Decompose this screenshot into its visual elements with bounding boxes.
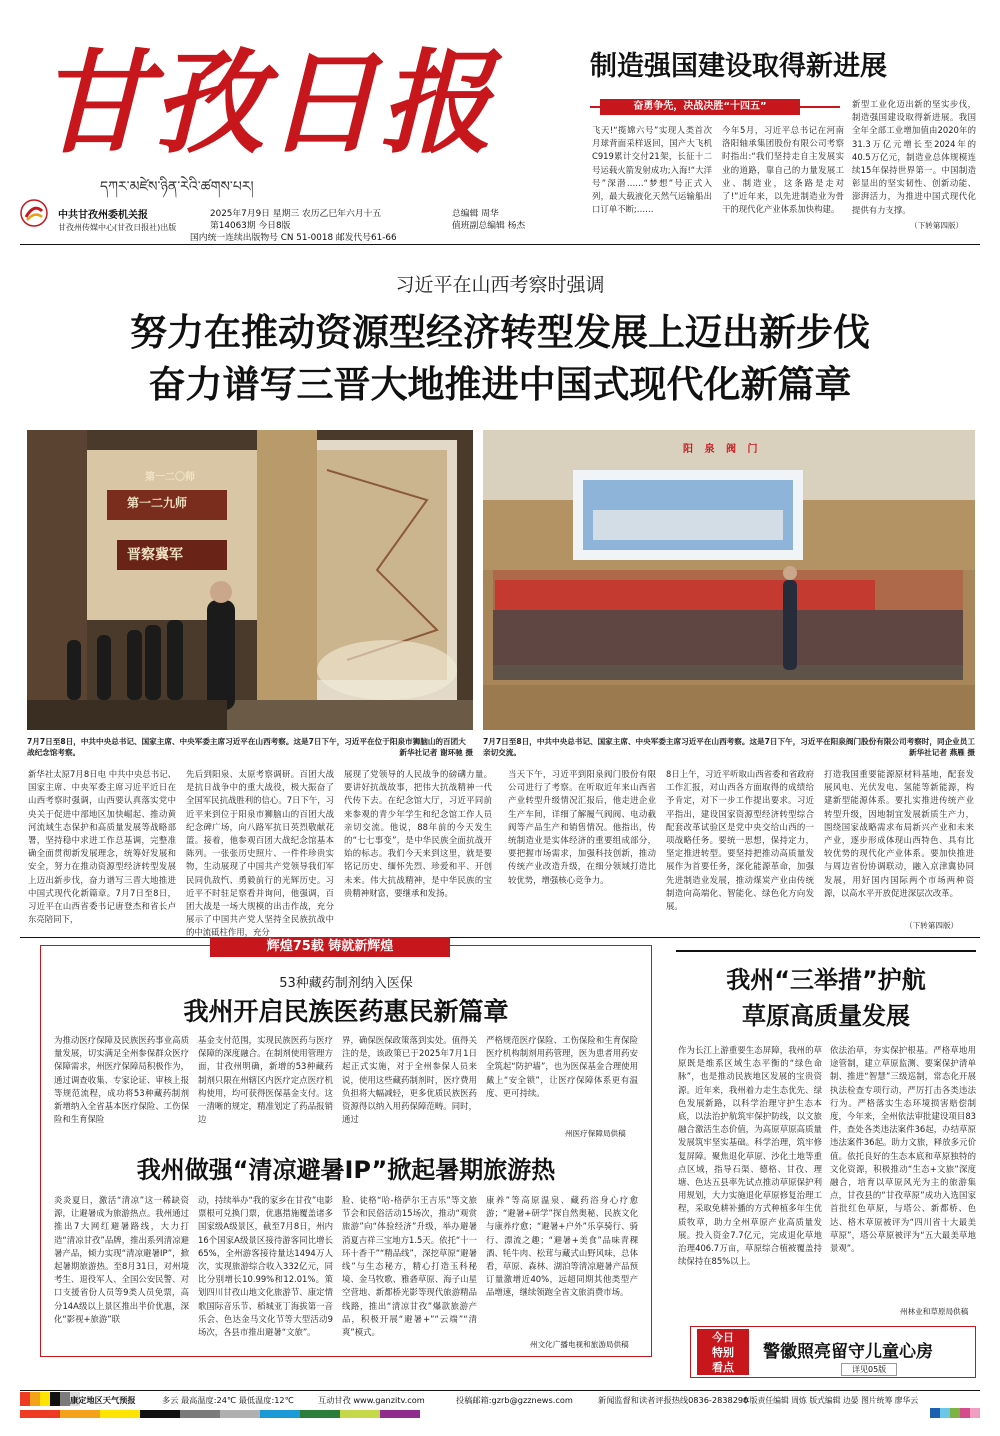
lead-col-5: 8日上午，习近平听取山西省委和省政府工作汇报，对山西各方面取得的成绩给予肯定，对下一步工作提出要求。习近平指出，建设国家资源型经济转型综合配套改革试验区是党中央交给山西的一项战略任务。要统一思想，保持定力，坚定推进转型。要坚持把推动高质量发展作为首要任务，深化能源革命，加强先进制造业发展，推动煤炭产业由传统制造向高端化、智能化、绿色化方向发展。 xyxy=(666,769,814,912)
issue-line: 第14063期 今日8版 xyxy=(210,221,291,231)
publisher-emblem xyxy=(20,199,48,227)
feature2-credit: 州文化广播电视和旅游局供稿 xyxy=(530,1340,629,1349)
footer-weather: 多云 最高温度:24℃ 最低温度:12℃ xyxy=(162,1395,294,1405)
lead-headline-1: 努力在推动资源型经济转型发展上迈出新步伐 xyxy=(130,311,870,354)
duty-editor: 值班副总编辑 杨杰 xyxy=(452,221,526,231)
lead-kicker: 习近平在山西考察时强调 xyxy=(395,274,605,296)
lead-caption-2-text: 7月7日至8日，中共中央总书记、国家主席、中央军委主席习近平在山西考察。这是7日下午，习近平在阳泉阀门股份有限公司考察时，同企业员工亲切交流。 xyxy=(483,737,975,757)
feature2-col-1: 炎炎夏日，激活“清凉”这一稀缺资源，让避暑成为旅游热点。我州通过推出7大网红避暑路线，大力打造“清凉甘孜”品牌，推出系列清凉避暑产品，倾力实现“清凉避暑IP”，掀起暑期旅游热。至8月31日，对州境考生、退役军人、全国公安民警、对口支援省份人员等9类人员免票，高分14A级以上景区推出半价优惠，深化“影视+旅游”联 xyxy=(54,1195,189,1324)
feature2-col-2: 动，持续举办“我的家乡在甘孜”电影票根可兑换门票，优惠措施覆盖诸多国家级A级景区，截至7月8日，州内16个国家A级景区接待游客同比增长65%，全州游客接待量达1494万人次，实现旅游综合收入332亿元，同比分别增长10.99%和12.01%。策划四川甘孜山地文化旅游节、康定情歌国际音乐节、稻城亚丁海拔第一音乐会、色达金马文化节等大型活动9场次，各县市推出避暑“文旅”。 xyxy=(198,1195,333,1338)
color-swatch xyxy=(260,1410,300,1418)
color-swatch xyxy=(180,1410,220,1418)
top-right-banner: 奋勇争先，决战决胜“十四五” xyxy=(600,99,800,115)
color-swatch xyxy=(40,1392,50,1406)
color-swatch xyxy=(100,1410,140,1418)
top-right-col3: 新型工业化迈出新的坚实步伐，制造强国建设取得新进展。我国全年全部工业增加值由2020年的31.3万亿元增长至2024年的40.5万亿元，制造业总体规模连续15年保持世界第一。中国制造彰显出的坚实韧性、创新动能、澎湃活力，为推进中国式现代化提供有力支撑。 xyxy=(852,99,976,215)
cn-line: 国内统一连续出版物号 CN 51-0018 邮发代号61-66 xyxy=(190,233,397,243)
feature-banner: 辉煌75载 铸就新辉煌 xyxy=(210,937,450,957)
color-swatch xyxy=(220,1410,260,1418)
right-feature-col-1: 作为长江上游重要生态屏障，我州的草原既是维系区域生态平衡的“绿色命脉”，也是推动民族地区发展的宝贵资源。近年来，我州着力走生态优先、绿色发展新路，以科学治理守护生态本底，以法治护航筑牢保护防线，以文旅融合激活生态价值，为高原草原高质量发展筑牢坚实基础。科学治理，筑牢修复屏障。聚焦退化草原、沙化土地等重点区域，指导石渠、德格、甘孜、理塘、色达五县率先试点推动草原保护利用规划，大力实施退化草原修复治理工程，采取免耕补播的方式种植多年生优质牧草，助力全州草原产业高质量发展。投入资金7.7亿元，完成退化草地治理406.7万亩，草原综合植被覆盖持续保持在85%以上。 xyxy=(678,1045,822,1267)
feature2-col-3: 脸、徒格“哈-格萨尔王吉乐”等文旅节会和民俗活动15场次，推动“观赏旅游”向“体验经济”升级，举办避暑消夏吉祥三宝地方1.5天。依托“十一环十香千”“精品线”，深挖草原“避暑线”与生态秘方，精心打造玉科秘境、金马牧歌、雅砻草原、海子山星空营地、新都桥光影等现代旅游精品线路，推出“清凉甘孜”爆款旅游产品，积极开展“避暑+”“云端”“清爽”模式。 xyxy=(342,1195,477,1338)
lead-credit-1: 新华社记者 谢环驰 摄 xyxy=(399,748,473,757)
lead-col-2: 先后到阳泉、太原考察调研。百团大战是抗日战争中的重大战役，极大振奋了全国军民抗战胜利的信心。7日下午，习近平来到位于阳泉市狮脑山的百团大战纪念碑广场，向八路军抗日英烈敬献花篮。接着，他参观百团大战纪念馆基本陈列。一张张历史照片、一件件珍贵实物，生动展现了中国共产党领导我们军民同仇敌忾、勇毅前行的光辉历史。习近平不时驻足察看并询问，他强调，百团大战是一场大规模的出击作战，充分展示了中国共产党人坚持全民族抗战中的中流砥柱作用，充分 xyxy=(186,769,334,938)
feature-col-2: 基金支付范围，实现民族医药与医疗保障的深度融合。在制剂使用管理方面，甘孜州明确，新增的53种藏药制剂只限在州辖区内医疗定点医疗机构使用，均可获得医保基金支付。这一清晰的规定，精准划定了药品报销边 xyxy=(198,1035,333,1125)
masthead-divider xyxy=(20,244,980,245)
top-right-turn: （下转第四版） xyxy=(910,221,964,230)
promo-tag xyxy=(697,1329,749,1375)
promo-page-ref: 详见05版 xyxy=(841,1363,897,1376)
feature-headline: 我州开启民族医药惠民新篇章 xyxy=(183,997,509,1026)
color-swatch xyxy=(30,1392,40,1406)
color-swatch xyxy=(340,1410,380,1418)
color-swatch xyxy=(960,1408,970,1418)
lead-col-3: 展现了党领导的人民战争的磅礴力量。要讲好抗战故事，把伟大抗战精神一代代传下去。在纪念馆大厅，习近平同前来参观的青少年学生和纪念馆工作人员亲切交流。他说，88年前的今天发生的“七七事变”，是中华民族全面抗战开始的标志。我们今天来到这里，就是要铭记历史、缅怀先烈、珍爱和平、开创未来。伟大抗战精神，是中华民族的宝贵精神财富，要继承和发扬。 xyxy=(344,769,492,898)
color-swatch xyxy=(60,1410,100,1418)
footer-rule xyxy=(20,1390,980,1391)
lead-caption-1 xyxy=(27,736,473,760)
right-feature-credit: 州林业和草原局供稿 xyxy=(900,1307,969,1316)
publisher-line1: 中共甘孜州委机关报 xyxy=(58,210,148,221)
lead-turn: （下转第四版） xyxy=(905,921,959,930)
top-right-col1: 飞天!“揽嫦六号”实现人类首次月球背面采样返回，国产大飞机C919累计交付21架，长征十二号运载火箭发射成功;入海!“大洋号”深潜……“梦想”号正式入列，最大载液化天然气运输船出口订单不断;…… xyxy=(592,125,712,215)
feature-col-4: 严格规范医疗保险、工伤保险和生育保险医疗机构制剂用药管理，医为患者用药安全筑起“防护墙”，也为医保基金合理使用戴上“安全锁”，让医疗保障体系更有温度、更可持续。 xyxy=(486,1035,638,1098)
lead-credit-2: 新华社记者 燕雁 摄 xyxy=(908,748,975,757)
color-swatch xyxy=(20,1392,30,1406)
feature-headline-2: 我州做强“清凉避暑IP”掀起暑期旅游热 xyxy=(136,1156,556,1184)
lead-col-6: 打造我国重要能源原材料基地，配套发展风电、光伏发电、氢能等新能源，构建新型能源体系。要扎实推进传统产业转型升级，因地制宜发展新质生产力，围绕国家战略需求布局新兴产业和未来产业，逐步形成体现山西特色、具有比较优势的现代化产业体系。要加快推进与周边省份协调联动，融入京津冀协同发展，用好国内国际两个市场两种资源，以高水平开放促进深层次改革。 xyxy=(824,769,974,898)
feature-credit: 州医疗保障局供稿 xyxy=(565,1129,626,1138)
color-swatch xyxy=(380,1410,420,1418)
right-feature-col-2: 依法治草，夯实保护根基。严格草地用途管制，建立草原监测、要案保护清单制、推进“智慧”三级巡制，常态化开展执法检查专项行动，严厉打击各类违法行为。严格落实生态环境损害赔偿制度，今年来，全州依法审批建设项目83件，查处各类违法案件36起，办结草原违法案件36起。助力文旅，释放多元价值。依托良好的生态本底和草原独特的文化资源，积极推动“生态+文旅”深度融合，培育以草原风光为主的旅游集点，甘孜县的“甘孜草原”成功入选国家首批红色草原，与塔公、新都桥、色达、格木草原被评为“四川省十大最美草原”，塔公草原被评为“五大最美草地景观”。 xyxy=(830,1045,976,1254)
lead-col-1: 新华社太原7月8日电 中共中央总书记、国家主席、中央军委主席习近平近日在山西考察时强调，山西要认真落实党中央关于促进中部地区加快崛起、推动黄河流域生态保护和高质量发展等战略部署，坚持稳中求进工作总基调，完整准确全面贯彻新发展理念，统筹好发展和安全，努力在推动资源型经济转型发展上迈出新步伐，奋力谱写三晋大地推进中国式现代化新篇章。7月7日至8日，习近平在山西省委书记唐登杰和省长卢东亮陪同下， xyxy=(28,769,176,925)
footer-weather-title: 康定地区天气预报 xyxy=(70,1395,136,1405)
masthead-tibetan: དཀར་མཛེས་ཉིན་རེའི་ཚགས་པར། xyxy=(100,179,254,195)
top-right-col2: 今年5月，习近平总书记在河南洛阳轴承集团股份有限公司考察时指出:“我们坚持走自主发展实业的道路，靠自己的力量发展工业、制造业，这条路是走对了!”近年来，以先进制造业为骨干的现代化产业体系加快构建。 xyxy=(722,125,844,215)
promo-tag-line-3: 看点 xyxy=(712,1361,734,1374)
lead-photo-factory xyxy=(483,430,975,730)
masthead-logo: 甘孜日报 xyxy=(38,38,494,169)
color-swatch xyxy=(930,1408,940,1418)
date-line: 2025年7月9日 星期三 农历乙巳年六月十五 xyxy=(210,209,382,219)
feature-kicker: 53种藏药制剂纳入医保 xyxy=(279,976,413,991)
photo1-label-3: 晋察冀军 xyxy=(127,547,183,563)
right-feature-rule xyxy=(676,950,976,952)
lead-headline-2: 奋力谱写三晋大地推进中国式现代化新篇章 xyxy=(148,363,852,406)
right-feature-headline-1: 我州“三举措”护航 xyxy=(726,966,926,994)
lead-divider xyxy=(20,937,980,938)
photo1-label-2: 第一二九师 xyxy=(127,496,188,510)
right-feature-headline-2: 草原高质量发展 xyxy=(742,1002,910,1030)
color-swatch xyxy=(140,1410,180,1418)
feature2-col-4: 康养”等高原温泉、藏药浴身心疗愈游；“避暑+研学”探自然奥秘、民族文化与康养疗愈；“避暑+户外”乐享骑行、骑行、漂流之趣；“避暑+美食”品味青稞酒、牦牛肉、松茸与藏式山野风味，总体看，草原、森林、湖泊等清凉避暑产品预订量激增近40%，远超同期其他类型产品增速，继续领跑全省文旅消费市场。 xyxy=(486,1195,638,1298)
promo-box[interactable] xyxy=(690,1326,976,1378)
footer-email[interactable]: 投稿邮箱:gzrb@gzznews.com xyxy=(456,1395,573,1405)
lead-col-4: 当天下午，习近平到阳泉阀门股份有限公司进行了考察。在听取近年来山西省产业转型升级情况汇报后，他走进企业生产车间，详细了解履气阀阀、电动截阀等产品生产和销售情况。他指出，传统制造业是实体经济的重要组成部分，要把握市场需求，加强科技创新，推动传统产业改造升级，在细分领域打造比较优势，增强核心竞争力。 xyxy=(508,769,656,885)
color-swatch xyxy=(50,1392,60,1406)
promo-tag-line-1: 今日 xyxy=(712,1331,734,1344)
promo-headline: 警徽照亮留守儿童心房 xyxy=(763,1342,933,1362)
photo2-sign: 阳 泉 阀 门 xyxy=(683,444,762,455)
feature-col-3: 界，确保医保政策落到实处。值得关注的是，该政策已于2025年7月1日起正式实施，对于全州参保人员来说，使用这些藏药制剂时，医疗费用负担将大幅减轻，更多优质民族医药资源得以纳入用药保障范畴。同时，通过 xyxy=(342,1035,477,1125)
photo1-label-1: 第一二〇师 xyxy=(145,472,195,483)
lead-caption-1-text: 7月7日至8日，中共中央总书记、国家主席、中央军委主席习近平在山西考察。这是7日下午，习近平在位于阳泉市狮脑山的百团大战纪念馆考察。 xyxy=(27,737,466,757)
color-swatch xyxy=(300,1410,340,1418)
promo-tag-line-2: 特别 xyxy=(712,1346,734,1359)
color-swatch xyxy=(940,1408,950,1418)
color-swatch xyxy=(950,1408,960,1418)
footer-tel: 新闻监督和读者评报热线0836-2838290 xyxy=(598,1395,749,1405)
footer-web[interactable]: 互动甘孜 www.ganzitv.com xyxy=(318,1395,425,1405)
lead-photo-museum xyxy=(27,430,473,730)
color-swatch xyxy=(970,1408,980,1418)
print-color-strip-right xyxy=(930,1408,980,1418)
color-swatch xyxy=(20,1410,60,1418)
color-swatch xyxy=(60,1392,70,1406)
footer-editors: 本版责任编辑 周炼 版式编辑 边晏 图片统筹 廖华云 xyxy=(742,1396,919,1405)
lead-caption-2 xyxy=(483,736,975,760)
feature-col-1: 为推动医疗保障及民族医药事业高质量发展，切实满足全州参保群众医疗保障需求，州医疗保障局积极作为，通过调查收集、专家论证、审核上报等规范流程，成功将53种藏药制剂新增纳入全省基本医疗保险、工伤保险和生育保险 xyxy=(54,1035,189,1125)
chief-editor: 总编辑 周华 xyxy=(452,209,499,219)
print-color-strip-bottom xyxy=(20,1410,920,1418)
top-right-headline: 制造强国建设取得新进展 xyxy=(590,51,887,82)
publisher-line2: 甘孜州传媒中心(甘孜日报社)出版 xyxy=(58,223,177,232)
